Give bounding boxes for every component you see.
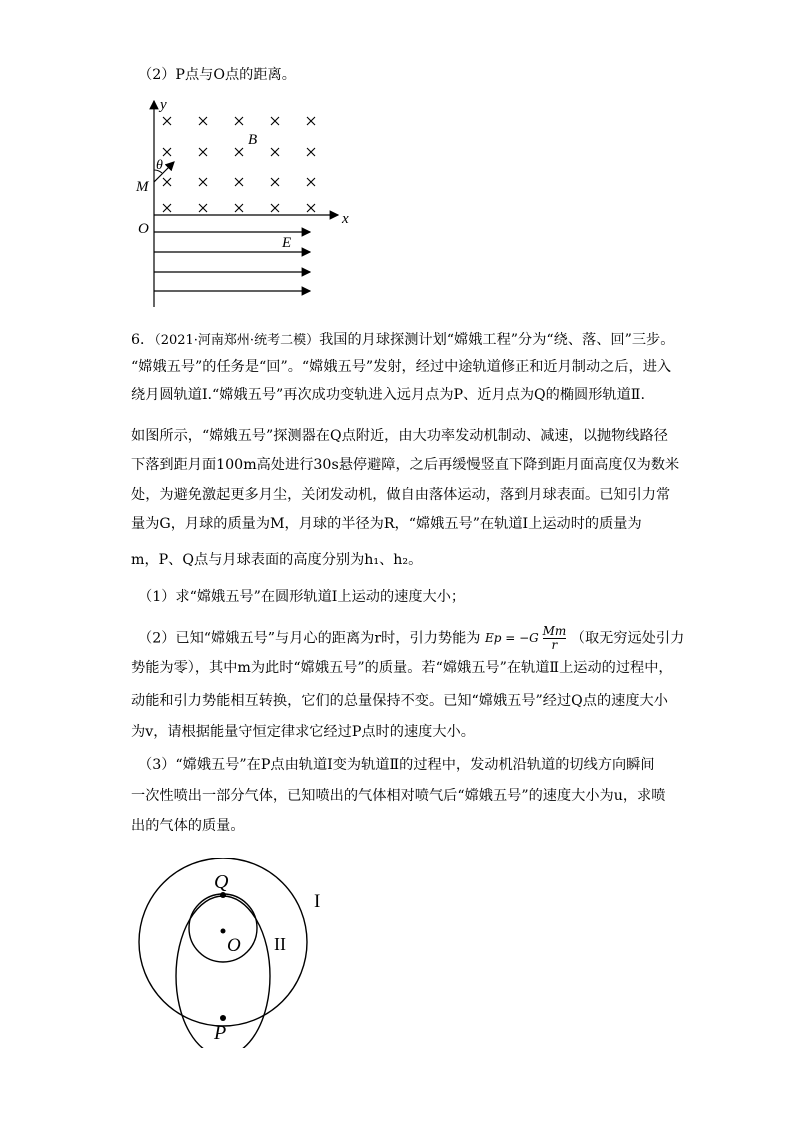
figure-orbit-diagram bbox=[130, 858, 330, 1048]
q6-sub2-line-1 bbox=[138, 625, 684, 652]
q6-sub3-line-1: （3）“嫦娥五号”在P点由轨道Ⅰ变为轨道Ⅱ的过程中，发动机沿轨道的切线方向瞬间 bbox=[138, 757, 655, 773]
moon-center-dot bbox=[221, 929, 226, 934]
potential-energy-formula bbox=[485, 625, 566, 652]
formula-numerator: Mm bbox=[542, 624, 567, 638]
q6-sub3-line-2: 一次性喷出一部分气体，已知喷出的气体相对喷气后“嫦娥五号”的速度大小为u，求喷 bbox=[131, 788, 666, 804]
figure-field-diagram bbox=[130, 95, 350, 315]
y-axis-label: y bbox=[160, 97, 167, 113]
q6-sub2-line-2: 势能为零），其中m为此时“嫦娥五号”的质量。若“嫦娥五号”在轨道Ⅱ上运动的过程中， bbox=[131, 660, 673, 676]
moon-surface bbox=[189, 894, 257, 962]
point-m-label: M bbox=[136, 179, 149, 195]
magnetic-field-crosses bbox=[163, 117, 315, 212]
sub2-text-a: （2）已知“嫦娥五号”与月心的距离为r时，引力势能为 bbox=[138, 630, 481, 647]
q6-text-1: 我国的月球探测计划“嫦娥工程”分为“绕、落、回”三步。 bbox=[319, 332, 675, 348]
q6-sub2-line-4: 为v，请根据能量守恒定律求它经过P点时的速度大小。 bbox=[131, 724, 475, 740]
subquestion-2-previous: （2）P点与O点的距离。 bbox=[138, 67, 296, 83]
point-q-label: Q bbox=[214, 871, 229, 893]
sub2-text-b: （取无穷远处引力 bbox=[570, 630, 685, 647]
x-axis-label: x bbox=[342, 211, 349, 227]
formula-denominator: r bbox=[551, 638, 558, 652]
point-p-dot bbox=[220, 1015, 226, 1021]
center-o-label: O bbox=[227, 935, 241, 956]
q6-line-6: 处，为避免激起更多月尘，关闭发动机，做自由落体运动，落到月球表面。已知引力常 bbox=[131, 487, 671, 503]
theta-label: θ bbox=[156, 158, 163, 173]
formula-fraction bbox=[543, 625, 567, 652]
q6-number: 6． bbox=[131, 332, 155, 348]
q6-line-2: “嫦娥五号”的任务是“回”。“嫦娥五号”发射，经过中途轨道修正和近月制动之后，进入 bbox=[131, 359, 672, 375]
q6-line-4: 如图所示，“嫦娥五号”探测器在Q点附近，由大功率发动机制动、减速，以抛物线路径 bbox=[131, 428, 668, 444]
origin-label: O bbox=[138, 221, 149, 237]
q6-line-1 bbox=[131, 330, 674, 351]
q6-sub2-line-3: 动能和引力势能相互转换，它们的总量保持不变。已知“嫦娥五号”经过Q点的速度大小 bbox=[131, 693, 668, 709]
e-field-label: E bbox=[282, 235, 292, 251]
q6-sub1: （1）求“嫦娥五号”在圆形轨道Ⅰ上运动的速度大小； bbox=[138, 589, 466, 605]
orbit-i-label: I bbox=[314, 891, 321, 912]
b-field-label: B bbox=[248, 132, 258, 148]
q6-source: （2021·河南郑州·统考二模） bbox=[154, 333, 320, 348]
q6-line-7: 量为G，月球的质量为M，月球的半径为R，“嫦娥五号”在轨道Ⅰ上运动时的质量为 bbox=[131, 516, 642, 532]
q6-line-5: 下落到距月面100m高处进行30s悬停避障，之后再缓慢竖直下降到距月面高度仅为数米 bbox=[131, 457, 680, 473]
q6-line-3: 绕月圆轨道Ⅰ.“嫦娥五号”再次成功变轨进入远月点为P、近月点为Q的椭圆形轨道Ⅱ. bbox=[131, 387, 645, 403]
point-p-label: P bbox=[214, 1022, 227, 1044]
q6-line-8: m，P、Q点与月球表面的高度分别为h₁、h₂。 bbox=[131, 552, 423, 568]
q6-sub3-line-3: 出的气体的质量。 bbox=[131, 818, 245, 834]
formula-lhs: Ep = −G bbox=[484, 631, 539, 645]
orbit-ii-label: II bbox=[274, 934, 286, 954]
